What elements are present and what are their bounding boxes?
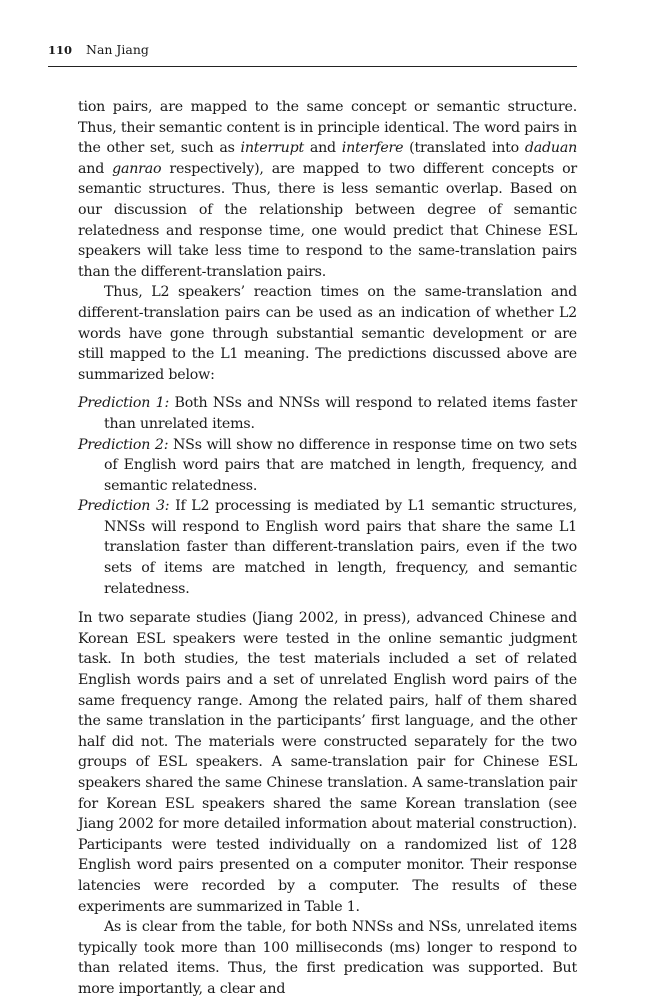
prediction-label: Prediction 2: [78, 436, 169, 453]
running-header [48, 40, 577, 67]
prediction-1 [78, 393, 577, 434]
prediction-label: Prediction 3: [78, 498, 170, 515]
term-ganrao: ganrao [112, 160, 162, 177]
paragraph-1: tion pairs, are mapped to the same concept or semantic structure. Thus, their semantic content is in principle identical. The word pairs in the other set, such as interrupt and interfere (translated into daduan and ganrao respectively), are mapped to two different concepts or semantic structures. Thus, there is less semantic overlap. Based on our discussion of the relationship between degree of semantic relatedness and response time, one would predict that Chinese ESL speakers will take less time to respond to the same-translation pairs than the different-translation pairs. [78, 99, 578, 280]
prediction-label: Prediction 1: [78, 395, 170, 412]
running-author: Nan Jiang [86, 42, 149, 57]
body-text [78, 97, 577, 1000]
prediction-2 [78, 435, 577, 497]
term-daduan: daduan [524, 140, 578, 157]
prediction-text: If L2 processing is mediated by L1 semantic structures, NNSs will respond to English word pairs that share the same L1 translation faster than different-translation pairs, even if the two sets of items are matched in length, frequency, and semantic relatedness. [104, 498, 578, 597]
paragraph-4: As is clear from the table, for both NNSs and NSs, unrelated items typically took more than 100 milliseconds (ms) longer to respond to than related items. Thus, the first predication was supported. But more importantly, a clear and [78, 919, 577, 997]
page-number: 110 [48, 43, 73, 57]
term-interrupt: interrupt [240, 140, 304, 157]
prediction-text: Both NSs and NNSs will respond to related items faster than unrelated items. [104, 395, 577, 432]
prediction-text: NSs will show no difference in response time on two sets of English word pairs that are matched in length, frequency, and semantic relatedness. [104, 436, 577, 494]
term-interfere: interfere [341, 140, 404, 157]
paragraph-2: Thus, L2 speakers’ reaction times on the same-translation and different-translation pairs can be used as an indication of whether L2 words have gone through substantial semantic development or are still mapped to the L1 meaning. The predictions discussed above are summarized below: [78, 284, 577, 383]
prediction-list [78, 393, 577, 599]
prediction-3 [78, 496, 577, 599]
paragraph-3: In two separate studies (Jiang 2002, in press), advanced Chinese and Korean ESL speakers were tested in the online semantic judgment task. In both studies, the test materials included a set of related English words pairs and a set of unrelated English word pairs of the same frequency range. Among the related pairs, half of them shared the same translation in the participants’ first language, and the other half did not. The materials were constructed separately for the two groups of ESL speakers. A same-translation pair for Chinese ESL speakers shared the same Chinese translation. A same-translation pair for Korean ESL speakers shared the same Korean translation (see Jiang 2002 for more detailed information about material construction). Participants were tested individually on a randomized list of 128 English word pairs presented on a computer monitor. Their response latencies were recorded by a computer. The results of these experiments are summarized in Table 1. [78, 610, 577, 915]
